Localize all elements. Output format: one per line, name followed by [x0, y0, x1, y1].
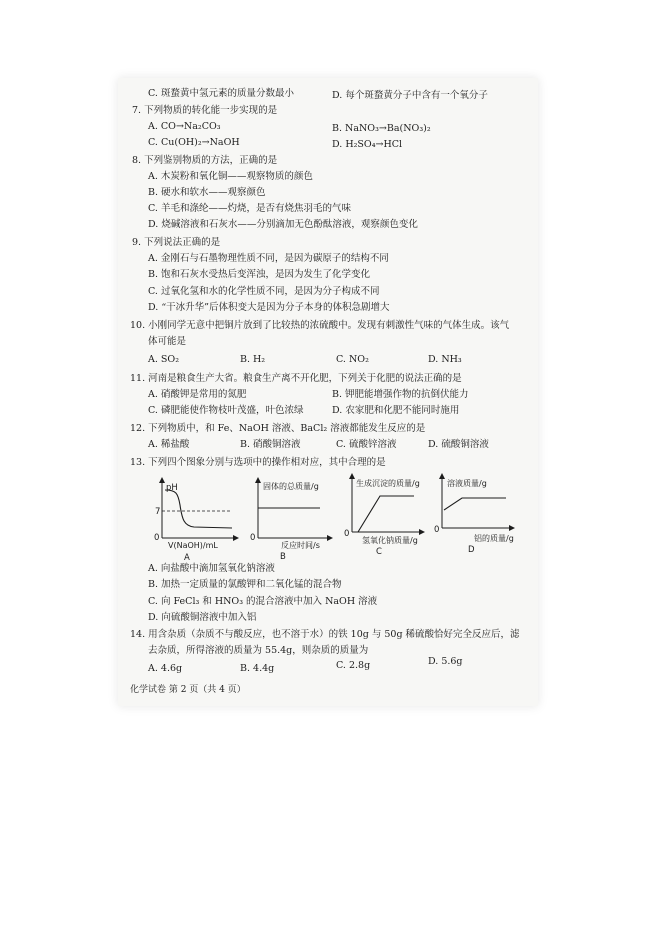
graph-a-letter: A [184, 553, 190, 563]
graph-b-letter: B [280, 552, 286, 562]
graph-d-xlabel: 铝的质量/g [474, 534, 514, 543]
q8-option-b: B. 硬水和软水——观察颜色 [148, 187, 266, 198]
graph-c-ylabel: 生成沉淀的质量/g [356, 479, 420, 488]
q11-option-b: B. 钾肥能增强作物的抗倒伏能力 [332, 389, 469, 400]
q7-stem: 7. 下列物质的转化能一步实现的是 [132, 105, 278, 116]
q10-option-a: A. SO₂ [148, 354, 180, 365]
q12-option-c: C. 硫酸锌溶液 [336, 439, 397, 450]
q13-stem: 13. 下列四个图象分别与选项中的操作相对应，其中合理的是 [130, 457, 386, 468]
q8-option-c: C. 羊毛和涤纶——灼烧，是否有烧焦羽毛的气味 [148, 203, 351, 214]
q10-option-d: D. NH₃ [428, 354, 462, 365]
q14-stem-line1: 14. 用含杂质（杂质不与酸反应，也不溶于水）的铁 10g 与 50g 稀硫酸恰好完全反应后，滤 [130, 629, 520, 640]
q13-option-a: A. 向盐酸中滴加氢氧化钠溶液 [148, 563, 275, 574]
q11-option-a: A. 硝酸钾是常用的氮肥 [148, 389, 247, 400]
q7-option-b: B. NaNO₃→Ba(NO₃)₂ [332, 123, 431, 134]
q14-stem-line2: 去杂质，所得溶液的质量为 55.4g，则杂质的质量为 [148, 645, 369, 656]
graph-a-xlabel: V(NaOH)/mL [168, 541, 218, 550]
graph-b-xlabel: 反应时间/s [281, 541, 320, 550]
graph-b-origin: 0 [250, 533, 256, 543]
q12-option-d: D. 硫酸铜溶液 [428, 439, 489, 450]
graph-b-ylabel: 固体的总质量/g [263, 482, 319, 491]
q11-stem: 11. 河南是粮食生产大省。粮食生产离不开化肥，下列关于化肥的说法正确的是 [130, 373, 462, 384]
q10-option-c: C. NO₂ [336, 354, 369, 365]
q7-option-a: A. CO→Na₂CO₃ [148, 121, 221, 132]
q7-option-c: C. Cu(OH)₂→NaOH [148, 137, 240, 148]
graph-a-origin: 0 [154, 533, 160, 543]
q12-option-a: A. 稀盐酸 [148, 439, 190, 450]
q8-option-a: A. 木炭粉和氧化铜——观察物质的颜色 [148, 171, 313, 182]
q8-stem: 8. 下列鉴别物质的方法，正确的是 [132, 155, 278, 166]
graph-d-ylabel: 溶液质量/g [447, 479, 487, 488]
graph-d-letter: D [468, 545, 475, 555]
q11-option-c: C. 磷肥能使作物枝叶茂盛，叶色浓绿 [148, 405, 304, 416]
page-footer: 化学试卷 第 2 页（共 4 页） [130, 685, 246, 695]
q14-option-c: C. 2.8g [336, 660, 371, 671]
q12-stem: 12. 下列物质中，和 Fe、NaOH 溶液、BaCl₂ 溶液都能发生反应的是 [130, 423, 426, 434]
q9-option-b: B. 饱和石灰水受热后变浑浊，是因为发生了化学变化 [148, 269, 371, 280]
q7-option-d: D. H₂SO₄→HCl [332, 139, 403, 150]
q10-stem-line1: 10. 小刚同学无意中把铜片放到了比较热的浓硫酸中。发现有刺激性气味的气体生成。该气 [130, 320, 510, 331]
q9-option-a: A. 金刚石与石墨物理性质不同，是因为碳原子的结构不同 [148, 253, 389, 264]
graph-c-origin: 0 [344, 529, 350, 539]
q8-option-d: D. 烧碱溶液和石灰水——分别滴加无色酚酞溶液，观察颜色变化 [148, 219, 418, 230]
q10-option-b: B. H₂ [240, 354, 266, 365]
graph-a-ylabel: pH [166, 483, 178, 493]
graph-c-letter: C [376, 547, 382, 557]
q14-option-a: A. 4.6g [148, 663, 183, 674]
q9-stem: 9. 下列说法正确的是 [132, 237, 221, 248]
q11-option-d: D. 农家肥和化肥不能同时施用 [332, 405, 460, 416]
q6-option-d: D. 每个斑蝥黄分子中含有一个氧分子 [332, 90, 488, 101]
q13-option-b: B. 加热一定质量的氯酸钾和二氧化锰的混合物 [148, 579, 342, 590]
graph-a-ph7-label: 7 [155, 507, 161, 517]
q13-option-c: C. 向 FeCl₃ 和 HNO₃ 的混合溶液中加入 NaOH 溶液 [148, 596, 378, 607]
graph-d-origin: 0 [434, 525, 440, 535]
q10-stem-line2: 体可能是 [148, 336, 187, 347]
graph-c-xlabel: 氢氧化钠质量/g [362, 536, 418, 545]
q12-option-b: B. 硝酸铜溶液 [240, 439, 301, 450]
q13-option-d: D. 向硫酸铜溶液中加入铝 [148, 612, 257, 623]
q14-option-d: D. 5.6g [428, 656, 463, 667]
q6-option-c: C. 斑蝥黄中氢元素的质量分数最小 [148, 88, 294, 99]
q14-option-b: B. 4.4g [240, 663, 275, 674]
q9-option-d: D. “干冰升华”后体积变大是因为分子本身的体积急剧增大 [148, 302, 390, 313]
q9-option-c: C. 过氧化氢和水的化学性质不同，是因为分子构成不同 [148, 286, 380, 297]
